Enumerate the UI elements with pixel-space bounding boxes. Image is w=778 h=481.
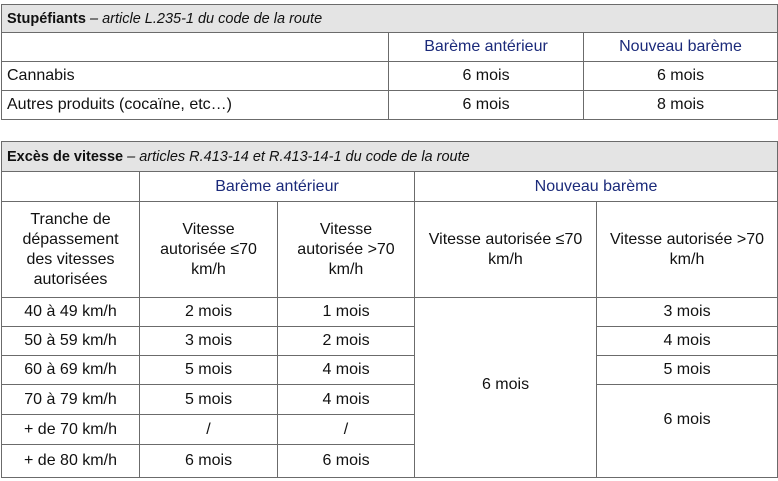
- vitesse-row-old-le70: 2 mois: [140, 298, 278, 327]
- stupefiants-row-old: 6 mois: [389, 91, 584, 120]
- table-row: [2, 298, 778, 327]
- vitesse-new-gt70-merged: [597, 385, 778, 478]
- vitesse-row-old-le70: 3 mois: [140, 327, 278, 356]
- vitesse-row-old-le70: 5 mois: [140, 385, 278, 415]
- vitesse-row-old-le70: 6 mois: [140, 445, 278, 478]
- vitesse-empty-header: [2, 172, 140, 202]
- vitesse-new-gt70-merged-text: 6 mois: [663, 411, 711, 428]
- vitesse-subtitle: – articles R.413-14 et R.413-14-1 du code de la route: [123, 148, 470, 165]
- vitesse-row-new-gt70: 3 mois: [597, 298, 778, 327]
- table-row: [2, 356, 778, 385]
- vitesse-row-new-gt70: 5 mois: [597, 356, 778, 385]
- vitesse-row-old-gt70: 4 mois: [278, 385, 415, 415]
- stupefiants-title: Stupéfiants: [7, 10, 86, 27]
- stupefiants-row-old: 6 mois: [389, 62, 584, 91]
- vitesse-col-new-le70-text: Vitesse autorisée ≤70 km/h: [428, 230, 583, 268]
- vitesse-row-old-gt70: 1 mois: [278, 298, 415, 327]
- vitesse-col-new-le70: [415, 202, 597, 298]
- vitesse-row-old-gt70: /: [278, 415, 415, 445]
- stupefiants-empty-header: [2, 33, 389, 62]
- vitesse-row-tranche: 70 à 79 km/h: [2, 385, 140, 415]
- vitesse-row-tranche: + de 80 km/h: [2, 445, 140, 478]
- vitesse-group-old: Barème antérieur: [140, 172, 415, 202]
- vitesse-row-old-le70: /: [140, 415, 278, 445]
- vitesse-col-tranche-text: Tranche de dépassement des vitesses autorisées: [22, 210, 119, 288]
- vitesse-col-new-gt70: [597, 202, 778, 298]
- vitesse-row-old-gt70: 2 mois: [278, 327, 415, 356]
- vitesse-title: Excès de vitesse: [7, 148, 124, 165]
- table-row: [2, 327, 778, 356]
- vitesse-row-old-gt70: 6 mois: [278, 445, 415, 478]
- vitesse-row-tranche: 50 à 59 km/h: [2, 327, 140, 356]
- stupefiants-col-new: Nouveau barème: [584, 33, 778, 62]
- vitesse-row-tranche: 40 à 49 km/h: [2, 298, 140, 327]
- vitesse-group-new: Nouveau barème: [415, 172, 778, 202]
- stupefiants-col-old: Barème antérieur: [389, 33, 584, 62]
- vitesse-row-tranche: + de 70 km/h: [2, 415, 140, 445]
- vitesse-new-le70-merged: [415, 298, 597, 478]
- stupefiants-header: [2, 5, 778, 33]
- stupefiants-table: [1, 4, 778, 120]
- stupefiants-row-label: Autres produits (cocaïne, etc…): [2, 91, 389, 120]
- stupefiants-row-new: 8 mois: [584, 91, 778, 120]
- vitesse-row-tranche: 60 à 69 km/h: [2, 356, 140, 385]
- vitesse-new-le70-merged-text: 6 mois: [481, 375, 530, 393]
- vitesse-col-old-le70-text: Vitesse autorisée ≤70 km/h: [160, 220, 257, 278]
- table-row: [2, 385, 778, 415]
- vitesse-row-old-le70: 5 mois: [140, 356, 278, 385]
- vitesse-col-old-le70: [140, 202, 278, 298]
- vitesse-table: [1, 141, 778, 478]
- vitesse-col-old-gt70: [278, 202, 415, 298]
- vitesse-col-tranche: [2, 202, 140, 298]
- vitesse-col-new-gt70-text: Vitesse autorisée >70 km/h: [610, 230, 765, 268]
- vitesse-col-old-gt70-text: Vitesse autorisée >70 km/h: [297, 220, 395, 278]
- stupefiants-row-label: Cannabis: [2, 62, 389, 91]
- stupefiants-row-new: 6 mois: [584, 62, 778, 91]
- table-row: [2, 62, 778, 91]
- vitesse-header: [2, 142, 778, 172]
- table-row: [2, 91, 778, 120]
- vitesse-row-new-gt70: 4 mois: [597, 327, 778, 356]
- stupefiants-subtitle: – article L.235-1 du code de la route: [85, 10, 323, 27]
- vitesse-row-old-gt70: 4 mois: [278, 356, 415, 385]
